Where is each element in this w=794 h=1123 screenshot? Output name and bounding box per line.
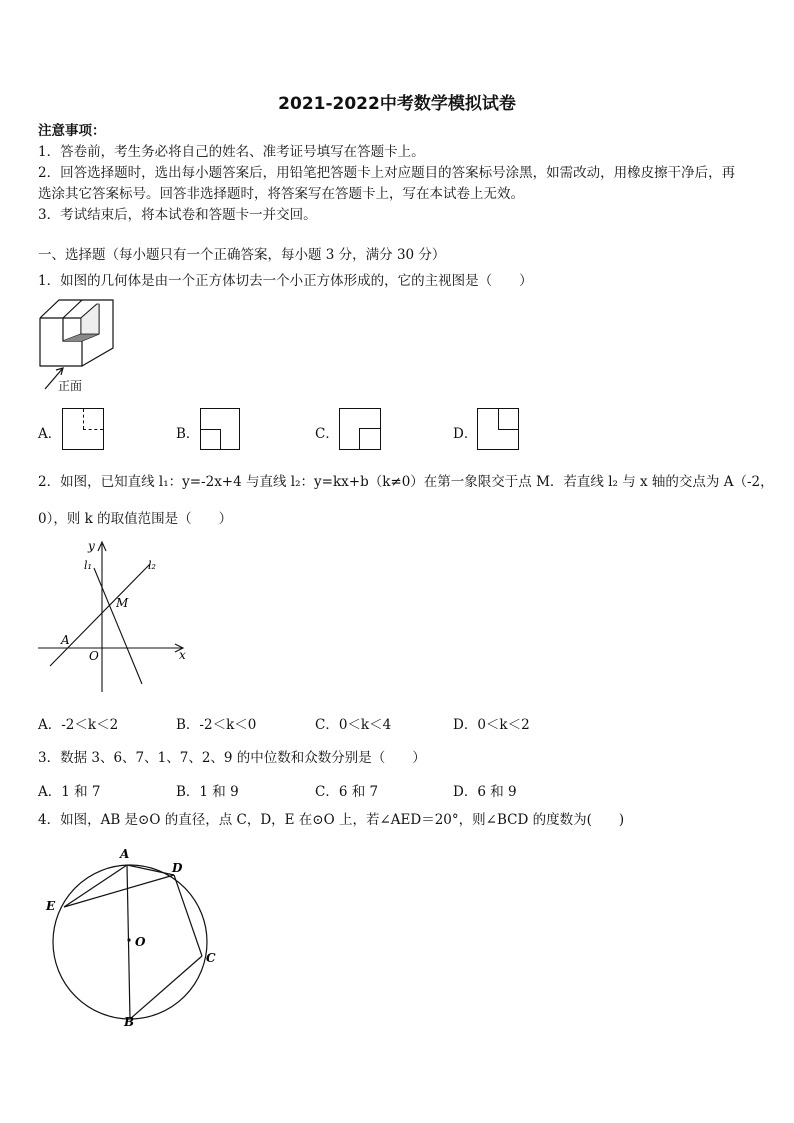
circle-label-b: B: [124, 1015, 135, 1029]
question-2-stem-line2: 0），则 k 的取值范围是（ ）: [38, 511, 233, 527]
q2-option-c[interactable]: C．0＜k＜4: [315, 717, 392, 733]
graph-label-a: A: [61, 633, 70, 647]
notice-item-2-cont: 选涂其它答案标号。回答非选择题时，将答案写在答题卡上，写在本试卷上无效。: [38, 186, 524, 202]
notice-heading: 注意事项：: [38, 123, 106, 139]
q3-option-c[interactable]: C．6 和 7: [315, 784, 379, 800]
graph-label-o: O: [89, 649, 99, 663]
circle-label-c: C: [206, 951, 216, 965]
notice-item-2: 2．回答选择题时，选出每小题答案后，用铅笔把答题卡上对应题目的答案标号涂黑，如需改动，用橡皮擦干净后，再: [38, 165, 736, 181]
question-2-stem-line1: 2．如图，已知直线 l₁：y=-2x+4 与直线 l₂：y=kx+b（k≠0）在第一象限交于点 M．若直线 l₂ 与 x 轴的交点为 A（-2，: [38, 474, 774, 490]
q1-option-b-figure: [200, 408, 240, 450]
graph-label-x: x: [179, 648, 186, 662]
circle-label-a: A: [120, 847, 130, 861]
question-1-stem: 1．如图的几何体是由一个正方体切去一个小正方体形成的，它的主视图是（ ）: [38, 273, 533, 289]
q2-option-a[interactable]: A．-2＜k＜2: [38, 717, 119, 733]
notice-item-1: 1．答卷前，考生务必将自己的姓名、准考证号填写在答题卡上。: [38, 144, 425, 160]
q2-option-d[interactable]: D．0＜k＜2: [453, 717, 530, 733]
graph-label-y: y: [88, 539, 95, 553]
q1-option-b[interactable]: B．: [176, 426, 200, 442]
question-4-stem: 4．如图，AB 是⊙O 的直径，点 C，D，E 在⊙O 上，若∠AED＝20°，则∠BCD 的度数为( ): [38, 812, 625, 828]
q1-option-d[interactable]: D．: [453, 426, 478, 442]
q1-option-c-figure: [339, 408, 381, 450]
graph-label-l1: l₁: [84, 559, 92, 572]
q2-graph: [36, 536, 196, 696]
q1-option-a[interactable]: A．: [38, 426, 62, 442]
circle-label-o: O: [135, 935, 146, 949]
q3-option-d[interactable]: D．6 和 9: [453, 784, 517, 800]
circle-label-e: E: [46, 899, 56, 913]
q4-circle-figure: [40, 840, 230, 1040]
question-3-stem: 3．数据 3、6、7、1、7、2、9 的中位数和众数分别是（ ）: [38, 750, 426, 766]
section-heading: 一、选择题（每小题只有一个正确答案，每小题 3 分，满分 30 分）: [38, 247, 446, 263]
graph-label-m: M: [116, 596, 129, 610]
q1-option-d-figure: [477, 408, 519, 450]
graph-label-l2: l₂: [148, 559, 156, 572]
q2-option-b[interactable]: B．-2＜k＜0: [176, 717, 257, 733]
q3-option-b[interactable]: B．1 和 9: [176, 784, 239, 800]
notice-item-3: 3．考试结束后，将本试卷和答题卡一并交回。: [38, 207, 317, 223]
front-label: 正面: [58, 379, 83, 393]
q1-option-c[interactable]: C．: [315, 426, 339, 442]
page-title: 2021-2022中考数学模拟试卷: [278, 94, 516, 114]
q1-option-a-figure: [62, 408, 104, 450]
q3-option-a[interactable]: A．1 和 7: [38, 784, 101, 800]
circle-label-d: D: [172, 861, 183, 875]
